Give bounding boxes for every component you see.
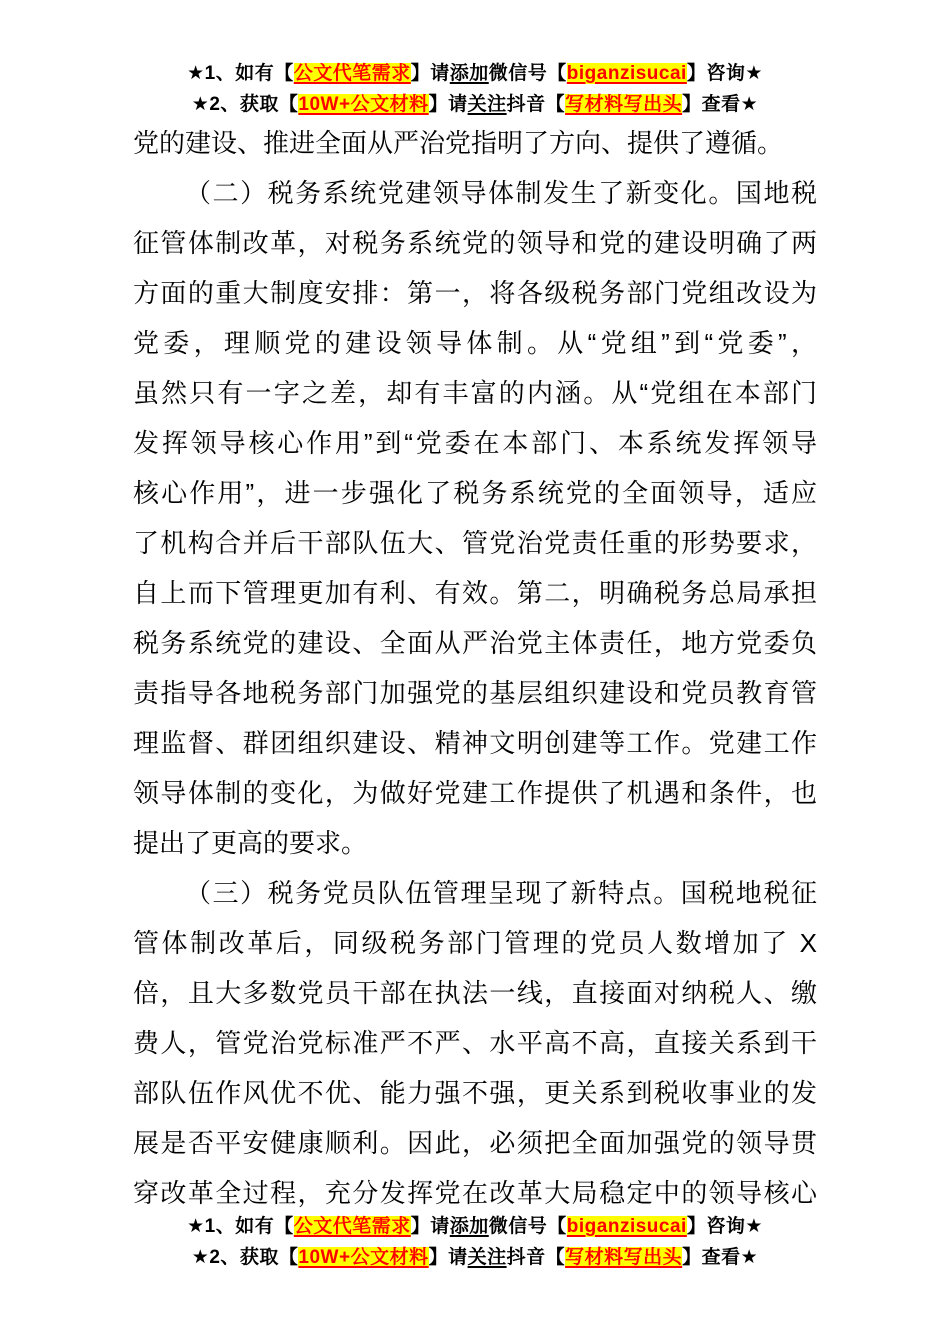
body-line-p1-1: 党的建设、推进全面从严治党指明了方向、提供了遵循。 bbox=[133, 128, 784, 158]
highlighted-text: 10W+公文材料 bbox=[298, 1247, 429, 1268]
body-line-p2-12: 理监督、群团组织建设、精神文明创建等工作。党建工作 bbox=[133, 728, 817, 758]
promo-text: 】查看★ bbox=[682, 1247, 759, 1268]
promo-text: 】咨询★ bbox=[686, 63, 763, 84]
body-line-p2-6: 发挥领导核心作用”到“党委在本部门、本系统发挥领导 bbox=[133, 428, 817, 458]
underlined-text: 添加 bbox=[449, 63, 489, 84]
body-line-p2-7: 核心作用”，进一步强化了税务系统党的全面领导，适应 bbox=[133, 478, 817, 508]
promo-text: 微信号【 bbox=[488, 1216, 567, 1237]
underlined-text: 关注 bbox=[467, 1247, 507, 1268]
promo-line-1 bbox=[0, 58, 950, 89]
footer-promo bbox=[0, 1211, 950, 1273]
promo-text: 微信号【 bbox=[488, 63, 567, 84]
promo-text: ★2、获取【 bbox=[191, 1247, 299, 1268]
promo-text: 】请 bbox=[410, 1216, 450, 1237]
promo-line-1 bbox=[0, 1211, 950, 1242]
body-line-p3-6: 展是否平安健康顺利。因此，必须把全面加强党的领导贯 bbox=[133, 1128, 817, 1158]
body-line-p2-13: 领导体制的变化，为做好党建工作提供了机遇和条件，也 bbox=[133, 778, 817, 808]
promo-text: ★1、如有【 bbox=[187, 63, 294, 84]
body-line-p3-3: 倍，且大多数党员干部在执法一线，直接面对纳税人、缴 bbox=[133, 978, 817, 1008]
body-line-p2-9: 自上而下管理更加有利、有效。第二，明确税务总局承担 bbox=[133, 578, 817, 608]
body-line-p2-5: 虽然只有一字之差，却有丰富的内涵。从“党组在本部门 bbox=[133, 378, 817, 408]
body-line-p2-10: 税务系统党的建设、全面从严治党主体责任，地方党委负 bbox=[133, 628, 817, 658]
promo-text: ★2、获取【 bbox=[191, 94, 299, 115]
promo-text: 抖音【 bbox=[506, 94, 566, 115]
promo-text: 】咨询★ bbox=[686, 1216, 763, 1237]
promo-text: 】请 bbox=[410, 63, 450, 84]
highlighted-text: 公文代笔需求 bbox=[293, 1216, 411, 1237]
promo-line-2 bbox=[0, 89, 950, 120]
body-line-p3-5: 部队伍作风优不优、能力强不强，更关系到税收事业的发 bbox=[133, 1078, 817, 1108]
underlined-text: 关注 bbox=[467, 94, 507, 115]
underlined-text: 添加 bbox=[449, 1216, 489, 1237]
highlighted-text: biganzisucai bbox=[566, 1216, 687, 1237]
body-line-p3-1: （三）税务党员队伍管理呈现了新特点。国税地税征 bbox=[185, 878, 817, 908]
highlighted-text: 公文代笔需求 bbox=[293, 63, 411, 84]
highlighted-text: 写材料写出头 bbox=[565, 1247, 683, 1268]
promo-line-2 bbox=[0, 1242, 950, 1273]
body-line-p3-2: 管体制改革后，同级税务部门管理的党员人数增加了 X bbox=[133, 928, 817, 958]
body-line-p3-4: 费人，管党治党标准严不严、水平高不高，直接关系到干 bbox=[133, 1028, 817, 1058]
promo-text: 】请 bbox=[428, 94, 468, 115]
header-promo bbox=[0, 58, 950, 120]
body-line-p2-14: 提出了更高的要求。 bbox=[133, 828, 368, 858]
body-line-p2-1: （二）税务系统党建领导体制发生了新变化。国地税 bbox=[185, 178, 817, 208]
highlighted-text: 写材料写出头 bbox=[565, 94, 683, 115]
body-line-p2-4: 党委，理顺党的建设领导体制。从“党组”到“党委”， bbox=[133, 328, 817, 358]
document-body bbox=[133, 118, 817, 1218]
body-line-p3-7: 穿改革全过程，充分发挥党在改革大局稳定中的领导核心 bbox=[133, 1178, 817, 1208]
promo-text: ★1、如有【 bbox=[187, 1216, 294, 1237]
body-line-p2-3: 方面的重大制度安排：第一，将各级税务部门党组改设为 bbox=[133, 278, 817, 308]
body-line-p2-11: 责指导各地税务部门加强党的基层组织建设和党员教育管 bbox=[133, 678, 817, 708]
promo-text: 】请 bbox=[428, 1247, 468, 1268]
highlighted-text: biganzisucai bbox=[566, 63, 687, 84]
promo-text: 抖音【 bbox=[506, 1247, 566, 1268]
body-line-p2-8: 了机构合并后干部队伍大、管党治党责任重的形势要求， bbox=[133, 528, 817, 558]
body-line-p2-2: 征管体制改革，对税务系统党的领导和党的建设明确了两 bbox=[133, 228, 817, 258]
promo-text: 】查看★ bbox=[682, 94, 759, 115]
highlighted-text: 10W+公文材料 bbox=[298, 94, 429, 115]
